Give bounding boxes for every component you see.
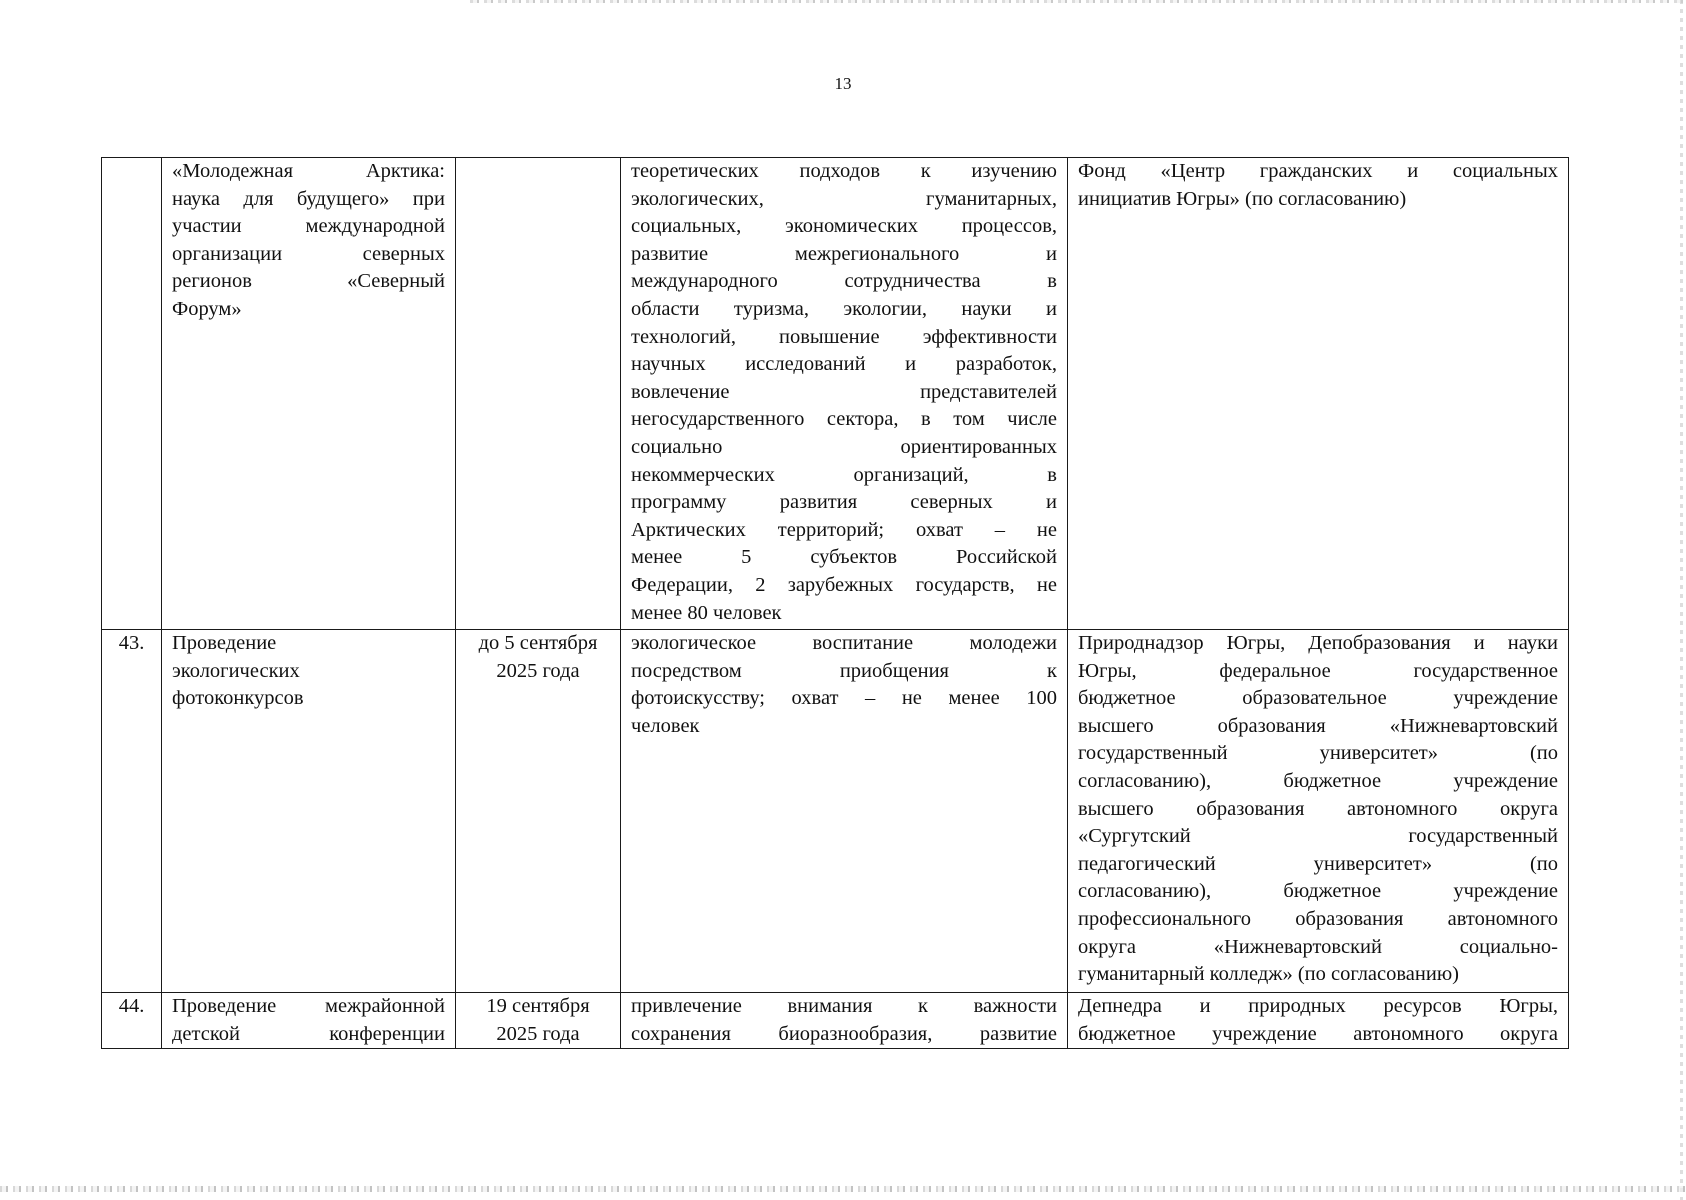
- text-line: фотоискусству; охват – не менее 100: [631, 687, 1057, 710]
- row-number-text: 44.: [118, 995, 145, 1017]
- text-line: 2025 года: [496, 659, 580, 682]
- text-line: вовлечение представителей: [631, 380, 1057, 403]
- table-row: [102, 158, 1569, 630]
- text-line: социальных, экономических процессов,: [631, 215, 1057, 238]
- text-line: технологий, повышение эффективности: [631, 325, 1057, 348]
- event-goal-cell: [621, 158, 1068, 630]
- scan-edge-top: [470, 0, 1686, 3]
- text-line: округа «Нижневартовский социально-: [1078, 935, 1558, 958]
- text-line: привлечение внимания к важности: [631, 995, 1057, 1017]
- text-line: сохранения биоразнообразия, развитие: [631, 1022, 1057, 1045]
- text-line: педагогический университет» (по: [1078, 852, 1558, 875]
- text-line: экологических: [172, 659, 300, 682]
- event-goal-cell: [621, 630, 1068, 993]
- text-line: социально ориентированных: [631, 435, 1057, 458]
- text-line: развитие межрегионального и: [631, 242, 1057, 265]
- row-number: 43.: [102, 630, 162, 993]
- table-row: [102, 630, 1569, 993]
- event-name-cell: [162, 993, 456, 1049]
- text-line: инициатив Югры» (по согласованию): [1078, 187, 1407, 210]
- text-line: согласованию), бюджетное учреждение: [1078, 880, 1558, 903]
- text-line: регионов «Северный: [172, 270, 445, 293]
- text-line: Форум»: [172, 297, 242, 320]
- text-line: Югры, федеральное государственное: [1078, 659, 1558, 682]
- responsible-cell: [1068, 993, 1569, 1049]
- text-line: негосударственного сектора, в том числе: [631, 408, 1057, 431]
- text-line: участии международной: [172, 215, 445, 238]
- text-line: гуманитарный колледж» (по согласованию): [1078, 963, 1459, 986]
- page-number: 13: [834, 74, 852, 93]
- text-line: наука для будущего» при: [172, 187, 445, 210]
- text-line: Проведение: [172, 632, 277, 654]
- text-line: международного сотрудничества в: [631, 270, 1057, 293]
- event-goal-cell: [621, 993, 1068, 1049]
- text-line: менее 80 человек: [631, 601, 782, 624]
- event-date-cell: [456, 158, 621, 630]
- text-line: высшего образования автономного округа: [1078, 797, 1558, 820]
- events-table: [101, 157, 1569, 1049]
- text-line: Проведение межрайонной: [172, 995, 445, 1017]
- table-row: [102, 993, 1569, 1049]
- text-line: посредством приобщения к: [631, 659, 1057, 682]
- text-line: детской конференции: [172, 1022, 445, 1045]
- scan-edge-bottom: [0, 1186, 1686, 1192]
- text-line: до 5 сентября: [478, 632, 598, 654]
- text-line: Природнадзор Югры, Депобразования и науки: [1078, 632, 1558, 654]
- scan-edge-right: [1680, 0, 1683, 1200]
- text-line: научных исследований и разработок,: [631, 353, 1057, 376]
- text-line: фотоконкурсов: [172, 687, 304, 710]
- text-line: бюджетное образовательное учреждение: [1078, 687, 1558, 710]
- event-name-cell: [162, 158, 456, 630]
- event-date-cell: [456, 993, 621, 1049]
- responsible-cell: [1068, 630, 1569, 993]
- text-line: Депнедра и природных ресурсов Югры,: [1078, 995, 1558, 1017]
- text-line: теоретических подходов к изучению: [631, 160, 1057, 182]
- text-line: экологическое воспитание молодежи: [631, 632, 1057, 654]
- cell-clip: [631, 993, 1057, 1048]
- row-number: [102, 158, 162, 630]
- cell-clip: [172, 993, 445, 1048]
- text-line: согласованию), бюджетное учреждение: [1078, 769, 1558, 792]
- event-name-cell: [162, 630, 456, 993]
- text-line: Арктических территорий; охват – не: [631, 518, 1057, 541]
- text-line: человек: [631, 714, 700, 737]
- text-line: некоммерческих организаций, в: [631, 463, 1057, 486]
- cell-clip: [1078, 993, 1558, 1048]
- text-line: высшего образования «Нижневартовский: [1078, 714, 1558, 737]
- text-line: 2025 года: [496, 1022, 580, 1045]
- cell-clip: [462, 993, 614, 1048]
- text-line: программу развития северных и: [631, 491, 1057, 514]
- responsible-cell: [1068, 158, 1569, 630]
- text-line: экологических, гуманитарных,: [631, 187, 1057, 210]
- event-date-cell: [456, 630, 621, 993]
- row-number: [102, 993, 162, 1049]
- text-line: «Молодежная Арктика:: [172, 160, 445, 182]
- text-line: 19 сентября: [486, 995, 590, 1017]
- text-line: профессионального образования автономного: [1078, 907, 1558, 930]
- text-line: области туризма, экологии, науки и: [631, 297, 1057, 320]
- text-line: «Сургутский государственный: [1078, 825, 1558, 848]
- text-line: организации северных: [172, 242, 445, 265]
- text-line: бюджетное учреждение автономного округа: [1078, 1022, 1558, 1045]
- text-line: государственный университет» (по: [1078, 742, 1558, 765]
- text-line: менее 5 субъектов Российской: [631, 546, 1057, 569]
- text-line: Фонд «Центр гражданских и социальных: [1078, 160, 1558, 182]
- text-line: Федерации, 2 зарубежных государств, не: [631, 573, 1057, 596]
